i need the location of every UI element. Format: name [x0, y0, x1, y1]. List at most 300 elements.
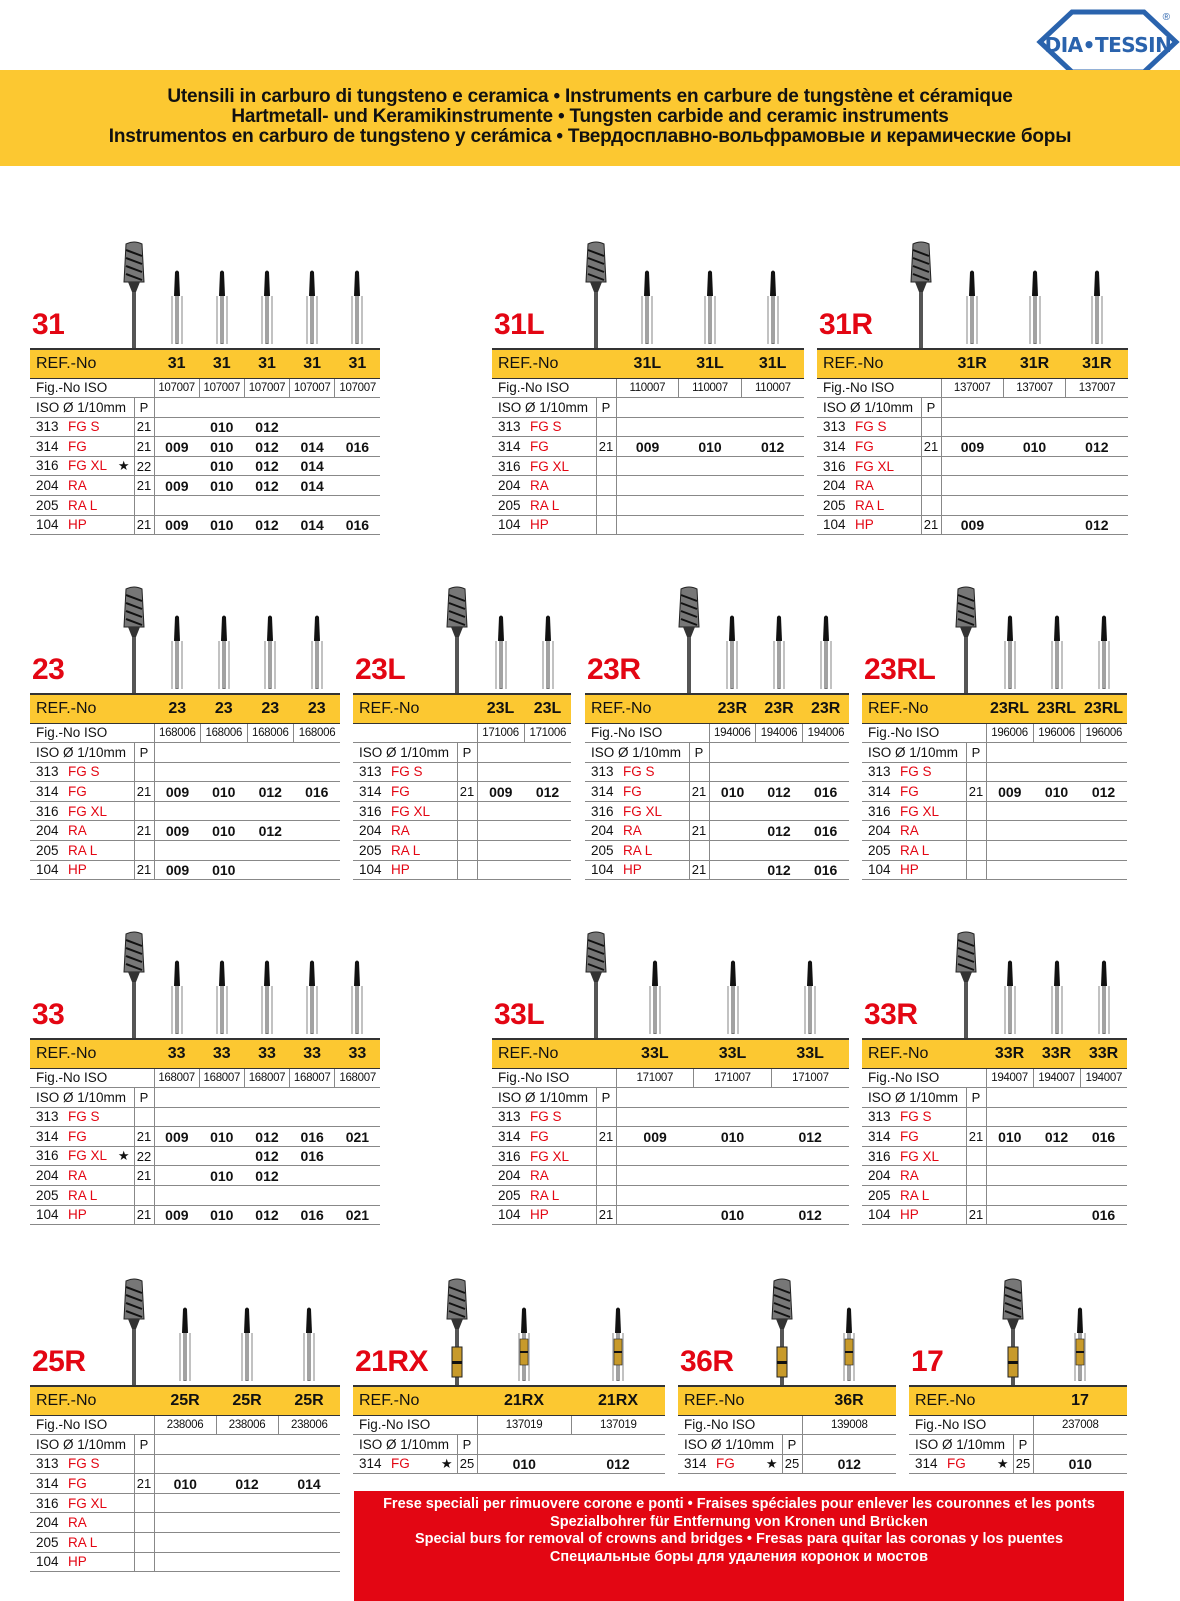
iso-row [817, 398, 1128, 418]
row-value [201, 801, 248, 821]
row-p [966, 801, 986, 821]
row-value: 010 [201, 782, 248, 802]
row-value [694, 1166, 772, 1186]
row-value [1033, 1186, 1080, 1206]
row-p [134, 841, 154, 861]
ref-value: 33 [290, 1039, 335, 1068]
table-row [862, 841, 1127, 861]
row-value [524, 762, 571, 782]
row-label [862, 860, 966, 880]
iso-row [678, 1435, 896, 1455]
row-value [335, 456, 380, 476]
row-value: 016 [1080, 1205, 1127, 1225]
row-value: 010 [986, 1127, 1033, 1147]
fig-value: 137019 [571, 1415, 665, 1435]
bur-illustration [993, 1277, 1033, 1392]
fig-row [30, 1415, 340, 1435]
ref-value: 31R [941, 349, 1003, 378]
ref-row [585, 694, 849, 723]
row-p: 21 [134, 860, 154, 880]
ref-label: REF.-No [862, 694, 986, 723]
row-type: FG XL [68, 458, 108, 474]
row-value [616, 1107, 694, 1127]
row-value: 012 [244, 1146, 289, 1166]
row-p [457, 801, 477, 821]
iso-cell [201, 743, 248, 763]
row-type: HP [391, 862, 410, 878]
row-code: 204 [36, 823, 59, 839]
row-label [353, 801, 457, 821]
row-label [492, 437, 596, 457]
row-value: 016 [802, 782, 849, 802]
row-value [1033, 821, 1080, 841]
fig-row [353, 723, 571, 743]
product-section [862, 930, 1127, 1260]
row-p: 21 [689, 821, 709, 841]
row-value [756, 801, 803, 821]
bur-size-illustration [350, 958, 364, 1039]
row-type: RA [900, 823, 919, 839]
row-value: 012 [244, 417, 289, 437]
row-type: HP [68, 862, 87, 878]
row-value: 016 [294, 782, 341, 802]
ref-value: 31 [154, 349, 199, 378]
bur-size-illustration [965, 268, 979, 349]
row-value: 009 [154, 782, 201, 802]
ref-value: 33 [244, 1039, 289, 1068]
ref-value: 21RX [571, 1386, 665, 1415]
row-p [921, 496, 941, 516]
product-table [862, 1038, 1127, 1225]
table-row [862, 821, 1127, 841]
ref-row [909, 1386, 1127, 1415]
row-code: 316 [498, 458, 521, 474]
row-label [30, 496, 134, 516]
row-p [134, 1454, 154, 1474]
row-value [1033, 1107, 1080, 1127]
iso-cell [694, 1088, 772, 1108]
row-type: RA L [900, 842, 930, 858]
iso-cell [616, 398, 679, 418]
ref-value: 31 [335, 349, 380, 378]
ref-label: REF.-No [492, 1039, 616, 1068]
row-label [30, 1205, 134, 1225]
product-table [817, 348, 1128, 535]
fig-value: 194007 [986, 1068, 1033, 1088]
row-code: 104 [498, 1207, 521, 1223]
row-code: 205 [591, 842, 614, 858]
row-p: 21 [134, 476, 154, 496]
row-code: 104 [36, 517, 59, 533]
table-row [585, 762, 849, 782]
row-value [278, 1493, 340, 1513]
table-row [353, 821, 571, 841]
bur-size-illustration [1073, 1305, 1087, 1386]
bur-illustration [946, 930, 986, 1045]
row-code: 313 [823, 419, 846, 435]
ref-label: REF.-No [353, 1386, 477, 1415]
table-row [492, 417, 804, 437]
row-code: 205 [868, 842, 891, 858]
row-value [986, 841, 1033, 861]
fig-value: 168006 [154, 723, 201, 743]
row-code: 205 [36, 1187, 59, 1203]
p-label: P [134, 743, 154, 763]
table-row [30, 860, 340, 880]
row-label [30, 417, 134, 437]
row-p [134, 1552, 154, 1572]
row-p [921, 476, 941, 496]
table-row [30, 1166, 380, 1186]
table-row [862, 1127, 1127, 1147]
bur-size-illustration [260, 268, 274, 349]
row-p [134, 801, 154, 821]
row-code: 314 [498, 439, 521, 455]
row-value [709, 821, 756, 841]
iso-cell [571, 1435, 665, 1455]
row-value [1033, 841, 1080, 861]
row-value [986, 860, 1033, 880]
row-value [477, 860, 524, 880]
row-value [154, 841, 201, 861]
row-label [817, 456, 921, 476]
row-p [596, 1186, 616, 1206]
bur-size-illustration [263, 613, 277, 694]
row-label [30, 1474, 134, 1494]
row-label [585, 801, 689, 821]
row-label [492, 515, 596, 535]
iso-row [30, 398, 380, 418]
row-p [596, 476, 616, 496]
table-row [862, 860, 1127, 880]
row-label [862, 841, 966, 861]
iso-label: ISO Ø 1/10mm [30, 398, 134, 418]
bur-size-illustration [170, 958, 184, 1039]
row-value [709, 762, 756, 782]
header-line: Instrumentos en carburo de tungsteno y cerámica • Твердосплавно-вольфрамовые и керамические боры [108, 126, 1072, 147]
p-label: P [134, 1088, 154, 1108]
bur-illustration [437, 1277, 477, 1392]
table-row [862, 801, 1127, 821]
row-type: FG S [68, 419, 100, 435]
row-value [802, 762, 849, 782]
row-value: 012 [756, 782, 803, 802]
ref-value: 31 [199, 349, 244, 378]
fig-row [30, 723, 340, 743]
bur-illustration [437, 585, 477, 700]
row-type: FG S [391, 764, 423, 780]
row-value [741, 496, 804, 516]
row-value: 010 [679, 437, 742, 457]
fig-value: 194006 [709, 723, 756, 743]
bur-size-illustration [1097, 958, 1111, 1039]
row-p [966, 1166, 986, 1186]
iso-cell [154, 1435, 216, 1455]
bur-size-illustration [217, 613, 231, 694]
row-code: 314 [591, 784, 614, 800]
ref-value: 33R [986, 1039, 1033, 1068]
ref-row [862, 1039, 1127, 1068]
row-value [616, 476, 679, 496]
p-label: P [1013, 1435, 1033, 1455]
iso-cell [1080, 743, 1127, 763]
row-type: RA [391, 823, 410, 839]
iso-label: ISO Ø 1/10mm [353, 743, 457, 763]
iso-cell [335, 1088, 380, 1108]
row-type: FG XL [68, 1495, 108, 1511]
fig-label: Fig.-No ISO [30, 1415, 154, 1435]
fig-value: 168007 [154, 1068, 199, 1088]
row-value [216, 1552, 278, 1572]
row-value [290, 1186, 335, 1206]
row-value: 009 [154, 821, 201, 841]
row-value: 009 [941, 515, 1003, 535]
row-p: 21 [689, 782, 709, 802]
row-label [492, 1205, 596, 1225]
row-label [862, 1146, 966, 1166]
row-value [1033, 1146, 1080, 1166]
iso-cell [941, 398, 1003, 418]
product-table [30, 693, 340, 880]
fig-value: 171007 [771, 1068, 849, 1088]
row-type: HP [900, 862, 919, 878]
fig-value: 110007 [679, 378, 742, 398]
fig-row [492, 378, 804, 398]
p-label: P [134, 398, 154, 418]
iso-row [30, 1088, 380, 1108]
row-code: 104 [868, 1207, 891, 1223]
fig-value: 238006 [278, 1415, 340, 1435]
row-value [294, 841, 341, 861]
table-row [585, 782, 849, 802]
table-row [492, 1146, 849, 1166]
iso-cell [244, 1088, 289, 1108]
row-type: FG XL [391, 803, 431, 819]
row-value [244, 1186, 289, 1206]
row-label [862, 801, 966, 821]
fig-label: Fig.-No ISO [492, 1068, 616, 1088]
table-row [30, 782, 340, 802]
iso-cell [1033, 743, 1080, 763]
row-label [30, 1454, 134, 1474]
row-value: 010 [201, 821, 248, 841]
section-title: 33 [32, 998, 65, 1031]
row-label [862, 1127, 966, 1147]
ref-value: 23 [154, 694, 201, 723]
iso-row [353, 1435, 665, 1455]
row-code: 314 [915, 1455, 938, 1471]
row-code: 204 [36, 478, 59, 494]
row-type: FG S [900, 1109, 932, 1125]
row-value [154, 456, 199, 476]
row-p [689, 762, 709, 782]
row-value [1080, 821, 1127, 841]
row-type: FG [900, 784, 919, 800]
bur-size-illustration [766, 268, 780, 349]
row-value: 014 [278, 1474, 340, 1494]
fig-row [30, 378, 380, 398]
row-value: 012 [244, 1127, 289, 1147]
row-value [154, 801, 201, 821]
table-row [585, 860, 849, 880]
row-value [290, 1166, 335, 1186]
table-row [30, 1454, 340, 1474]
iso-cell [216, 1435, 278, 1455]
bur-size-illustration [1050, 958, 1064, 1039]
row-code: 313 [591, 764, 614, 780]
row-code: 104 [36, 1554, 59, 1570]
table-row [862, 1107, 1127, 1127]
row-label [30, 762, 134, 782]
row-label [30, 1493, 134, 1513]
row-label [353, 860, 457, 880]
row-value [477, 801, 524, 821]
row-code: 205 [498, 497, 521, 513]
fig-label [353, 723, 477, 743]
table-row [492, 496, 804, 516]
iso-cell [802, 743, 849, 763]
row-value [941, 496, 1003, 516]
iso-cell [986, 1088, 1033, 1108]
row-code: 313 [498, 1109, 521, 1125]
iso-row [585, 743, 849, 763]
ref-value: 25R [278, 1386, 340, 1415]
ref-value: 31 [244, 349, 289, 378]
row-value [1080, 1146, 1127, 1166]
table-row [492, 437, 804, 457]
bur-size-illustration [803, 958, 817, 1039]
iso-cell [1080, 1088, 1127, 1108]
note-line: Spezialbohrer für Entfernung von Kronen und Brücken [550, 1513, 928, 1530]
row-value: 010 [694, 1205, 772, 1225]
bur-size-illustration [517, 1305, 531, 1386]
row-value [524, 801, 571, 821]
row-value: 016 [290, 1205, 335, 1225]
row-code: 316 [36, 803, 59, 819]
row-type: FG [391, 784, 410, 800]
row-code: 314 [36, 439, 59, 455]
row-code: 204 [868, 823, 891, 839]
row-value [294, 801, 341, 821]
row-p [134, 1533, 154, 1553]
row-value [679, 456, 742, 476]
iso-cell [335, 398, 380, 418]
bur-size-illustration [842, 1305, 856, 1386]
row-value [1066, 456, 1128, 476]
row-value [154, 1186, 199, 1206]
ref-value: 31R [1003, 349, 1065, 378]
table-row [30, 476, 380, 496]
table-row [492, 1205, 849, 1225]
product-table [30, 1385, 340, 1572]
row-label [585, 821, 689, 841]
row-value [741, 456, 804, 476]
bur-size-illustration [170, 613, 184, 694]
table-row [817, 496, 1128, 516]
row-p: 21 [134, 1127, 154, 1147]
table-row [353, 841, 571, 861]
ref-value: 23R [756, 694, 803, 723]
row-p [134, 1186, 154, 1206]
row-type: HP [68, 1554, 87, 1570]
row-p: 21 [966, 1205, 986, 1225]
row-value: 009 [616, 1127, 694, 1147]
row-value [244, 1107, 289, 1127]
row-type: FG XL [530, 1148, 570, 1164]
bur-size-illustration [1028, 268, 1042, 349]
fig-value: 196006 [1080, 723, 1127, 743]
row-value [216, 1454, 278, 1474]
iso-row [492, 398, 804, 418]
product-section [817, 240, 1128, 570]
star-icon: ★ [117, 1148, 130, 1164]
row-value: 012 [524, 782, 571, 802]
row-code: 316 [36, 1148, 59, 1164]
ref-row [30, 349, 380, 378]
row-label [492, 1166, 596, 1186]
fig-value: 107007 [199, 378, 244, 398]
row-value [616, 496, 679, 516]
row-code: 204 [36, 1515, 59, 1531]
ref-value: 23L [524, 694, 571, 723]
table-row [30, 437, 380, 457]
row-type: HP [530, 517, 549, 533]
row-value: 009 [154, 860, 201, 880]
row-value: 009 [154, 437, 199, 457]
row-p: 21 [921, 437, 941, 457]
table-row [678, 1454, 896, 1474]
p-label: P [596, 1088, 616, 1108]
table-row [585, 841, 849, 861]
fig-value: 194006 [756, 723, 803, 743]
row-value [1003, 496, 1065, 516]
row-p [596, 417, 616, 437]
row-p [966, 1107, 986, 1127]
row-value [290, 496, 335, 516]
section-title: 23R [587, 653, 641, 686]
row-code: 204 [591, 823, 614, 839]
fig-label: Fig.-No ISO [492, 378, 616, 398]
row-label [492, 417, 596, 437]
row-value [741, 417, 804, 437]
row-label [817, 496, 921, 516]
row-type: FG S [68, 1456, 100, 1472]
iso-label: ISO Ø 1/10mm [30, 1435, 134, 1455]
row-p [134, 1493, 154, 1513]
row-type: FG [68, 784, 87, 800]
bur-illustration [901, 240, 941, 355]
bur-size-illustration [170, 268, 184, 349]
row-type: RA [623, 823, 642, 839]
row-value [1080, 762, 1127, 782]
ref-label: REF.-No [862, 1039, 986, 1068]
fig-value: 168006 [201, 723, 248, 743]
row-value [524, 860, 571, 880]
product-section [30, 585, 340, 915]
fig-value: 168007 [244, 1068, 289, 1088]
row-type: HP [855, 517, 874, 533]
row-p: 21 [689, 860, 709, 880]
row-value: 014 [290, 437, 335, 457]
ref-label: REF.-No [30, 694, 154, 723]
row-value [199, 1107, 244, 1127]
section-title: 33L [494, 998, 545, 1031]
row-value [709, 801, 756, 821]
table-row [492, 1166, 849, 1186]
bur-size-illustration [1090, 268, 1104, 349]
row-value: 010 [1003, 437, 1065, 457]
row-code: 313 [868, 764, 891, 780]
